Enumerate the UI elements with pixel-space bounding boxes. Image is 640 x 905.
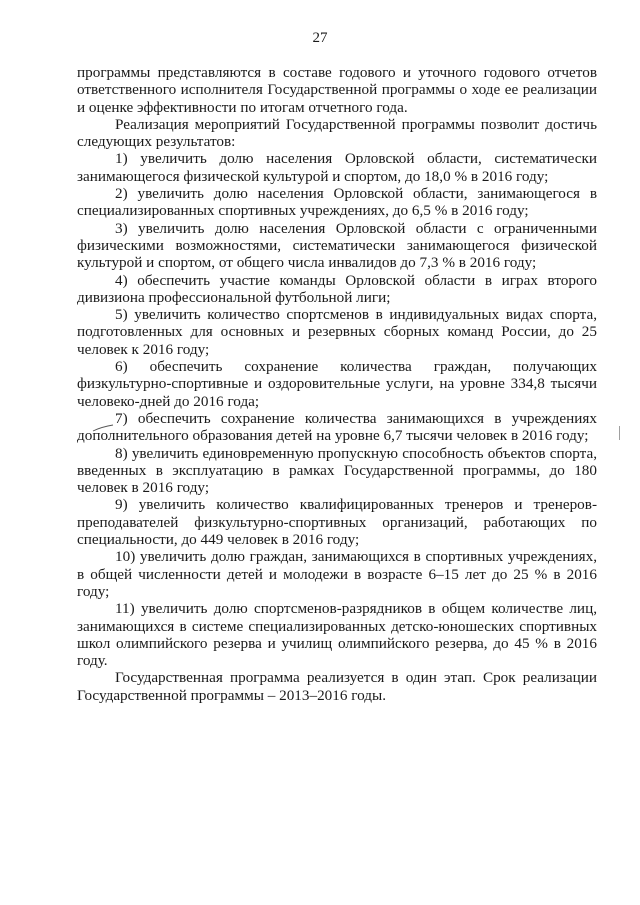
page-number: 27 [312,30,328,46]
list-item-result-5: 5) увеличить количество спортсменов в индивидуальных видах спорта, подготовленных для основных и резервных сборных команд России, до 25 человек к 2016 году; [77,306,597,358]
paragraph-intro-continuation: программы представляются в составе годового и уточного годового отчетов ответственного исполнителя Государственной программы о ходе ее реализации и оценке эффективности по итогам отчетного года. [77,64,597,116]
list-item-result-10: 10) увеличить долю граждан, занимающихся в спортивных учреждениях, в общей численности детей и молодежи в возрасте 6–15 лет до 25 % в 2016 году; [77,548,597,600]
paragraph-implementation-period: Государственная программа реализуется в один этап. Срок реализации Государственной программы – 2013–2016 годы. [77,669,597,704]
list-item-result-8: 8) увеличить единовременную пропускную способность объектов спорта, введенных в эксплуатацию в рамках Государственной программы, до 180 человек в 2016 году; [77,444,597,497]
list-item-result-2: 2) увеличить долю населения Орловской области, занимающегося в специализированных спортивных учреждениях, до 6,5 % в 2016 году; [77,185,597,220]
list-item-result-6: 6) обеспечить сохранение количества граждан, получающих физкультурно-спортивные и оздоровительные услуги, на уровне 334,8 тысячи человеко-дней до 2016 года; [77,358,597,410]
list-item-result-11: 11) увеличить долю спортсменов-разрядников в общем количестве лиц, занимающихся в системе специализированных детско-юношеских спортивных школ олимпийского резерва и училищ олимпийского резерва, до 45 % в 2016 году. [77,600,597,670]
document-body [77,64,597,704]
list-item-result-9: 9) увеличить количество квалифицированных тренеров и тренеров-преподавателей физкультурно-спортивных организаций, работающих по специальности, до 449 человек в 2016 году; [77,496,597,549]
paragraph-results-lead: Реализация мероприятий Государственной программы позволит достичь следующих результатов: [77,115,597,151]
list-item-result-7: 7) обеспечить сохранение количества занимающихся в учреждениях дополнительного образования детей на уровне 6,7 тысячи человек в 2016 году; [77,409,597,445]
list-item-result-3: 3) увеличить долю населения Орловской области с ограниченными физическими возможностями, систематически занимающегося физической культурой и спортом, от общего числа инвалидов до 7,3 % в 2016 году; [77,219,597,272]
list-item-result-1: 1) увеличить долю населения Орловской области, систематически занимающегося физической культурой и спортом, до 18,0 % в 2016 году; [77,150,597,185]
list-item-result-4: 4) обеспечить участие команды Орловской области в играх второго дивизиона профессиональной футбольной лиги; [77,271,597,306]
scan-edge-mark [618,426,621,440]
